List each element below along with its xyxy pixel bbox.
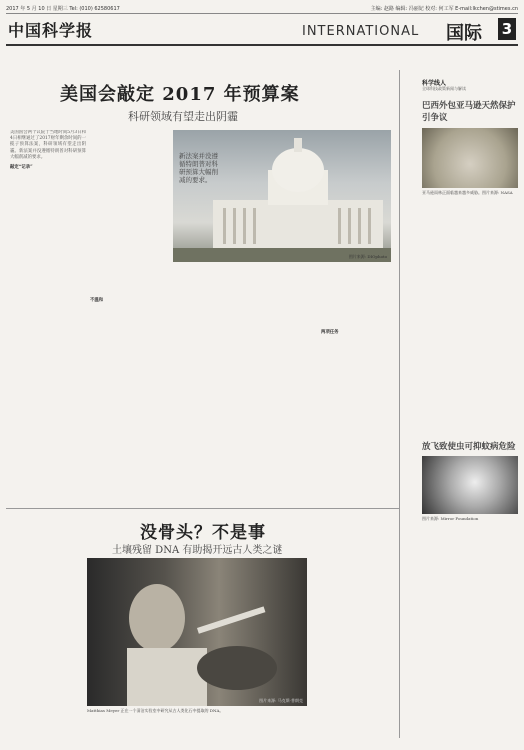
- sidebar-headline: 巴西外包亚马逊天然保护引争议: [422, 101, 516, 123]
- article2-caption: Matthias Meyer 正在一个清洁实验室中研究从古人类化石中提取的 DNA。: [87, 708, 224, 713]
- capitol-photo: [173, 130, 391, 262]
- sidebar-caption-2: 图片来源: Mirror Foundation: [422, 516, 479, 521]
- lab-photo: [87, 558, 307, 706]
- article2-column-3: [312, 558, 394, 744]
- article1-body: 美国国会两个议院于当地时间5月3日和4日相继通过了2017财年剩余时间的一揽子预算法案，科研领域有望走出阴霾。新法案并没遵循特朗普对科研预算大幅削减的要求。: [10, 130, 86, 160]
- editors-line: 主编: 赵路 编辑: 冯丽妃 校对: 何工军 E-mail:lkchen@stimes.cn: [370, 6, 518, 12]
- article1-headline: 美国会敲定 2017 年预算案: [60, 84, 300, 105]
- sidebar-caption: 亚马逊雨林正面临越来越多威胁。图片来源: NASA: [422, 190, 513, 195]
- article1-col2-subhead: 不温和: [90, 298, 104, 303]
- photo-credit-2: 图片来源: 马克斯·普朗克: [259, 698, 303, 703]
- sidebar-tag: 科学线人: [422, 80, 447, 87]
- sidebar-text-2: [422, 524, 518, 740]
- lab-researcher-image: [87, 558, 307, 706]
- article1-col3-subhead: 两项任务: [321, 330, 339, 335]
- section-name-en: INTERNATIONAL: [302, 24, 420, 39]
- sidebar-photo: [422, 128, 518, 188]
- article2-subheadline: 土壤残留 DNA 有助揭开远古人类之谜: [112, 545, 283, 556]
- article1-col1-subhead: 敲定“记录”: [10, 165, 33, 171]
- section-divider: [6, 508, 399, 509]
- newspaper-logo: 中国科学报: [8, 21, 94, 40]
- date-line-bar: [6, 4, 518, 14]
- article1-subheadline: 科研领域有望走出阴霾: [128, 110, 238, 123]
- article1-column-2: [90, 130, 168, 500]
- photo-credit: 图片来源: DIOphoto: [348, 254, 387, 259]
- date-line: 2017 年 5 月 10 日 星期三 Tel: (010) 62580617: [6, 6, 120, 12]
- capitol-building-image: [173, 130, 391, 262]
- article1-column-1: [10, 130, 86, 500]
- masthead: [6, 16, 518, 42]
- article1-column-3: [173, 268, 391, 500]
- section-name-cn: 国际: [446, 23, 482, 44]
- sidebar-tag-sub: 全球科技政策新闻与解读: [422, 86, 466, 91]
- sidebar-headline-2: 放飞致使虫可抑蚊病危险: [422, 442, 516, 452]
- sidebar-photo-2: [422, 456, 518, 514]
- page-number: 3: [498, 18, 516, 40]
- pull-quote: 新法案并没遵循特朗普对科研预算大幅削减的要求。: [179, 152, 218, 184]
- sidebar-text-1: [422, 204, 518, 436]
- header-rule: [6, 44, 518, 46]
- article2-headline: 没骨头？不是事: [140, 523, 266, 543]
- article2-column-1: [10, 558, 84, 744]
